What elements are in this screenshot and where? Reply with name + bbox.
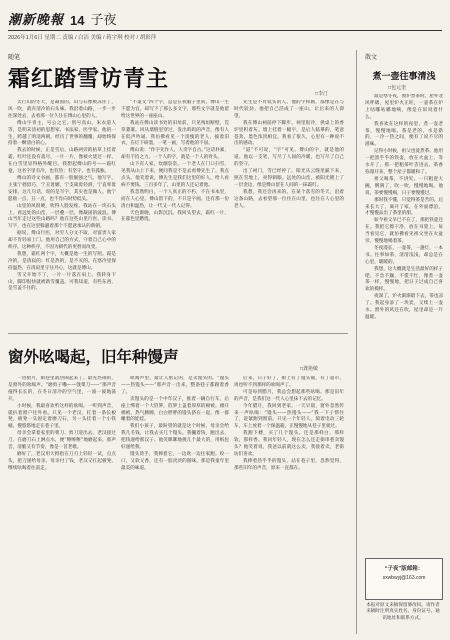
article-2-column-1: [8, 376, 116, 631]
article-1-byline: □李汀: [315, 91, 329, 97]
paragraph: 出了祠门，雪已经停了。阳光从云缝里漏下来，照在雪地上，亮得刺眼。远处的山峦，被阳光镀上了一层金边，像是傅山留在人间的一抹霜红。: [234, 169, 344, 188]
paragraph: 一进腊月，街巷里就热闹起来了。最先热闹的，是窗外的吆喝声。“磨剪子嘞——戗菜刀——”那声音拖得长长的，在冬日清冷的空气里，一波一波地荡开。: [8, 376, 116, 402]
paragraph: 后来，日子好了，街上有了馒头铺，有了超市，再也听不到那样的吆喝声了。: [234, 376, 344, 388]
paragraph: 记得小时候，祖父也爱煮茶。他用一把黑乎乎的铁壶，放在火盆上，等水开了，抓一把粗茶叶丢进去。茶香弥漫开来，整个屋子都暖和了。: [365, 149, 443, 175]
paragraph: 山下有人家，炊烟袅袅。一个老人在门口扫雪，见我从山上下来，便问我是不是去看傅先生了。我点点头。他笑着说，傅先生是我们这里的好人，给人看病不要钱。三百多年了，山里的人还记着他。: [121, 162, 229, 188]
dateline: 2026年1月6日 星期二 责编 / 白洁 美编 / 蒋宇琪 校对 / 胡彩萍: [8, 30, 442, 43]
column-label-left: 随笔: [8, 55, 21, 61]
paragraph: 我站在傅山读书处的旧址前，只见残垣断壁，荒草萋萋。风从墙缝里穿过，发出呜呜的声音，像有人在低声吟诵。我仿佛看见一个清瘦的老人，披着旧衣，在灯下研墨，一笔一画，写着他的不屈。: [121, 120, 229, 147]
newspaper-name: 潮新晚報: [8, 13, 65, 28]
paragraph: 我在傅山祠前停下脚步。祠里很冷，供桌上的香炉里积着灰。墙上挂着一幅字，是后人临摹的，笔意苍劲，墨色浓淡相宜。我看了很久，心里有一种说不出的感动。: [234, 120, 344, 147]
article-2-column-2: [121, 376, 229, 631]
paragraph: 太行山的冬天，是凝固的。山与石像被冻住了，风一吹，就有清冷的石头味。我沿着山路，一步一步往深处去，去看那一位久住在傅山心里的人。: [8, 100, 116, 119]
article-1-column-1: [8, 100, 116, 325]
paragraph: 夜深了，炉火渐渐暗下去，茶也凉了。我起身添了一块炭，又续上一壶水。窗外的风还在吹，屋里却是一片温暖。: [365, 294, 443, 320]
sidebar-divider: [356, 50, 357, 634]
article-1-column-3: [234, 100, 344, 325]
sidebar-headline: 煮一壶往事清浅: [372, 72, 436, 82]
submission-box: [365, 558, 443, 600]
paragraph: 卖馒头的是一个中年汉子，推着一辆自行车，后座上绑着一个大笸箩，笸箩上盖着厚厚的棉被。掀开棉被，热气腾腾，白白胖胖的馒头挤在一起，像一群睡着的娃娃。: [121, 396, 229, 423]
paragraph: 我跑下楼，买了几个馒头。还是那样白，那样软，那样香。我问年轻人，现在怎么还走街串巷卖馒头？他笑着说，我爸以前就这么卖，我接着卖，老街坊们喜欢。: [234, 431, 344, 457]
paragraph: “道”不可说，“字”可见。傅山的字，就是他的道。他以一支笔，写尽了人间的冷暖，也写尽了自己的坚守。: [234, 148, 344, 168]
paragraph: 我们小孩子，最盼望的就是这个时候。母亲会给我几毛钱，让我去买几个馒头。我攥着钱，跑出去，把钱递给那汉子。他笑眯眯地挑几个最大的，用纸包好递给我。: [121, 424, 229, 451]
paragraph: 馒头烫手，我捧着它，一边吹一边往家跑。咬一口，又软又香，还有一股淡淡的甜味。那是我童年里最美的味道。: [121, 451, 229, 471]
article-1-column-2: [121, 100, 229, 325]
paragraph: 我想，霜红两个字，大概是他一生的写照。霜是冷的，是清寂的；红是热的，是不灭的。在寒冷里保持温热，在清寂里守住丹心，这就是傅山。: [8, 251, 116, 271]
paragraph: 傅山说：“作字先作人，人奇字自古。”这话朴素，却有千钧之力。一个人的字，就是一个人的骨头。: [121, 148, 229, 161]
section-name: 子夜: [90, 12, 117, 27]
masthead: [8, 6, 442, 28]
paragraph: 据说，傅山行医，对穷人分文不取，对富贵人家却不肯轻易上门。他用自己的方式，守着自己心中的秩序。这种秩序，不因为朝代的更替而改变。: [8, 231, 116, 251]
paragraph: 天色渐晚，山影沉沉。我回头望去，霜红一片，在暮色里燃烧。: [121, 210, 229, 223]
page-number: 14: [70, 13, 85, 28]
paragraph: “不道文”四个字，总是在我脑子里转。傅山一生不愿为官，却写下了那么多文字，那些文字就是他留给这世界的一座座山。: [121, 100, 229, 119]
paragraph: 祖父喝茶，不讲究。一只粗瓷大碗，倒满了，吹一吹，慢慢地喝。他说，茶要慢慢喝，日子要慢慢过。: [365, 176, 443, 196]
paragraph: 傅山的诗文书画，都有一股倔强之气。他写字，主张宁拙毋巧，宁丑毋媚，宁支离毋轻滑，宁直率毋安排。这几句话，说的是写字，其实也是做人。他宁愿拙一点、丑一点，也不肯向时势低头。: [8, 175, 116, 202]
paragraph: 山里的风很硬，吹得人脸发疼。我站在一块石头上，看远处的山峦，一层叠一层，像凝固的波浪。傅山当年走过这些山路吗？他在这些山里行医、读书、写字，也在这里躲避着那个不愿意承认的新朝。: [8, 203, 116, 230]
paragraph: 最是寒冬夜，围炉煮茶时。屋外北风呼啸，屋里炉火正旺，一壶茶在炉上咕嘟咕嘟地响，像是在诉说着什么。: [365, 94, 443, 120]
paragraph: 我去的时候，正是雪后。山路两旁的枯草上挂着霜，红叶还没有落尽，一片一片，像被火烧过一样，在白雪里显得格外醒目。我想起傅山的号——霜红龛，这名字里有冷，也有热；有坚守，也有孤独。: [8, 148, 116, 175]
paragraph: 雪又开始下了，一片一片落在肩上。我转身下山，脚印很快就被新雪覆盖。可我知道，有些东西，是雪盖不住的。: [8, 272, 116, 292]
paragraph: 可是每到腊月，我总会想起那些吆喝。那是旧年的声音，是我们这一代人心里抹不去的记忆。: [234, 389, 344, 402]
submission-note: 本报对原文来稿保留修改权。请作者来稿时注明真实姓名、身份证号、通讯地址和联系方式。: [366, 602, 440, 620]
paragraph: 我捧着热乎乎的馒头，站在巷子里，忽然觉得，那些旧年的声音，原来一直都在。: [234, 458, 344, 471]
paragraph: 冬夜漫长，一壶茶，一盏灯，一本书。往事如茶，清清浅浅，却总是在心里，暖暖的。: [365, 245, 443, 265]
paragraph: 小时候，我最喜欢听这样的吆喝。一听到声音，就扒着窗户往外看。只见一个老汉，扛着一条长板凳，板凳一头固定着磨刀石，另一头挂着一个小铁桶，慢悠悠地走在巷子里。: [8, 403, 116, 430]
column-label-right: 散文: [365, 55, 378, 61]
paragraph: 吆喝声里，最让人惦记的，是卖馒头的。“馒头——热馒头——”那声音一出来，整条巷子都跟着香了。: [121, 376, 229, 395]
paragraph: 我想，这大概就是生活最好的样子吧。不急不躁，不慌不忙，像煮一壶茶一样，慢慢地，把日子过成自己喜欢的模样。: [365, 266, 443, 293]
paragraph: 磨好了，老汉用大拇指在刀刃上轻轻一试，点点头，把刀递给母亲。母亲付了钱，老汉又扛起板凳，继续吆喝着往前走。: [8, 451, 116, 471]
paragraph: 如今祖父早已不在了，那把铁壶还在。我把它擦干净，放在书架上。每当看见它，就仿佛看见祖父坐在火盆旁，慢慢地喝着茶。: [365, 218, 443, 245]
article-divider: [8, 333, 348, 334]
paragraph: 那时我不懂，只觉得茶是苦的。后来长大了，离开了家，在外面漂泊，才慢慢品出了茶里的甜。: [365, 197, 443, 217]
paragraph: 我忽然明白，一个人真正的不朽，不在书本里，而在人心里。傅山留下的，不只是字画，还有那一份清白和温热，让一代又一代人记得。: [121, 189, 229, 209]
sidebar-body: [365, 94, 443, 552]
paragraph: 傅山字青主，号公之它，别号真山、朱衣道人等，是明末清初的思想家、书法家、医学家。他的一生，跨越了明清两朝，经历了世事的翻覆，却始终保持着一颗清白的心。: [8, 120, 116, 147]
article-2-headline: 窗外吆喝起，旧年种馒声: [8, 348, 179, 366]
sidebar-byline: □包元奎: [388, 85, 407, 91]
paragraph: 我喜欢在这样的夜里，煮一壶老茶，慢慢地喝。茶是老的，水是新的，一冷一热之间，便有了说不尽的滋味。: [365, 121, 443, 148]
paragraph: 先生是不肯低头的人。他的字和画，都像是在与时代较劲。他把自己活成了一座山，让后来的人仰望。: [234, 100, 344, 119]
paragraph: 我想，我还会再来的。在某个落雪的冬天，沿着这条山路，去看望那一位住在山里、也住在人心里的老人。: [234, 189, 344, 209]
article-1-headline: 霜红踏雪访青主: [8, 67, 170, 92]
paragraph: 今年腊月，我回到老家。一天早晨，窗外忽然传来一声吆喝：“馒头——热馒头——”我一下子愣住了，赶紧跑到窗前。只见一个年轻人，骑着电动三轮车，车上放着一个保温箱，正慢慢地从巷子里驶过。: [234, 403, 344, 430]
submission-email[interactable]: sxwbwyj@163.com: [382, 575, 426, 581]
paragraph: 母亲会拿着家里的菜刀、剪刀迎出去。老汉接过刀，在磨刀石上淋点水，便“嚓嚓嚓”地磨起来。那声音，清脆又有节奏，像是一首老歌。: [8, 431, 116, 451]
article-2-byline: □龚艳敏: [300, 366, 319, 372]
article-2-column-3: [234, 376, 344, 631]
submission-title: “子夜”版邮箱：: [384, 566, 424, 572]
